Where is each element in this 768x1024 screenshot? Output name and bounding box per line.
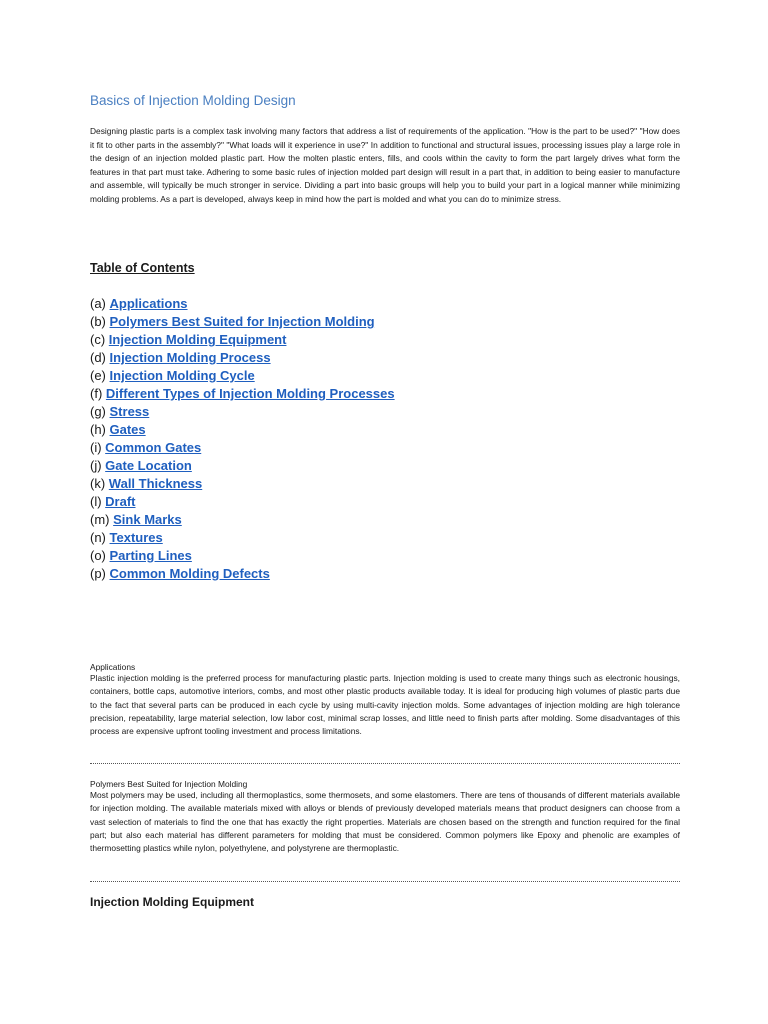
toc-letter: (e): [90, 368, 106, 383]
section-body: Most polymers may be used, including all thermoplastics, some thermosets, and some elastomers. There are tens of thousands of different materials available for injection molding. The available materials mixed with alloys or blends of previously developed materials means that product designers can choose from a vast selection of materials to find the one that has exactly the right properties. Materials are chosen based on the strength and function required for the final part; but also each material has different parameters for molding that must be considered. Common polymers like Epoxy and phenolic are examples of thermosetting plastics while nylon, polyethylene, and polystyrene are thermoplastic.: [90, 790, 680, 854]
toc-item: [90, 331, 395, 349]
toc-item: [90, 295, 395, 313]
toc-letter: (i): [90, 440, 102, 455]
toc-letter: (p): [90, 566, 106, 581]
toc-letter: (o): [90, 548, 106, 563]
section-label: Polymers Best Suited for Injection Molding: [90, 779, 248, 789]
toc-item: [90, 493, 395, 511]
toc-item: [90, 475, 395, 493]
toc-link-cycle[interactable]: Injection Molding Cycle: [109, 368, 255, 383]
toc-letter: (l): [90, 494, 102, 509]
toc-item: [90, 367, 395, 385]
toc-item: [90, 457, 395, 475]
toc-letter: (h): [90, 422, 106, 437]
toc-heading: Table of Contents: [90, 261, 195, 275]
toc-letter: (a): [90, 296, 106, 311]
toc-item: [90, 313, 395, 331]
toc-letter: (k): [90, 476, 106, 491]
toc-letter: (g): [90, 404, 106, 419]
toc-item: [90, 403, 395, 421]
toc-link-stress[interactable]: Stress: [109, 404, 150, 419]
toc-link-sink-marks[interactable]: Sink Marks: [113, 512, 182, 527]
toc-link-equipment[interactable]: Injection Molding Equipment: [108, 332, 287, 347]
toc-letter: (c): [90, 332, 106, 347]
toc-letter: (f): [90, 386, 103, 401]
toc-link-applications[interactable]: Applications: [109, 296, 188, 311]
section-body: Plastic injection molding is the preferred process for manufacturing plastic parts. Injection molding is used to create many things such as electronic housings, containers, bottle caps, automotive interiors, combs, and most other plastic products available today. It is ideal for producing high volumes of plastic parts due to the fact that several parts can be produced in each cycle by using multi-cavity injection molds. Some advantages of injection molding are high tolerance precision, repeatability, large material selection, low labor cost, minimal scrap losses, and little need to finish parts after molding. Some disadvantages of this process are expensive upfront tooling investment and process limitations.: [90, 673, 680, 737]
table-of-contents: [90, 295, 395, 583]
toc-link-gates[interactable]: Gates: [109, 422, 146, 437]
toc-item: [90, 547, 395, 565]
document-title: Basics of Injection Molding Design: [90, 93, 296, 108]
section-applications: [90, 662, 680, 738]
section-heading-equipment: Injection Molding Equipment: [90, 895, 254, 909]
section-polymers: [90, 779, 680, 855]
toc-item: [90, 421, 395, 439]
toc-link-molding-defects[interactable]: Common Molding Defects: [109, 566, 270, 581]
toc-letter: (m): [90, 512, 110, 527]
toc-letter: (n): [90, 530, 106, 545]
toc-item: [90, 565, 395, 583]
toc-link-polymers[interactable]: Polymers Best Suited for Injection Molding: [109, 314, 375, 329]
toc-letter: (j): [90, 458, 102, 473]
section-label: Applications: [90, 662, 136, 672]
toc-link-process[interactable]: Injection Molding Process: [109, 350, 271, 365]
dotted-divider: [90, 881, 680, 882]
toc-item: [90, 511, 395, 529]
toc-link-types[interactable]: Different Types of Injection Molding Processes: [105, 386, 395, 401]
toc-letter: (d): [90, 350, 106, 365]
toc-item: [90, 385, 395, 403]
toc-link-wall-thickness[interactable]: Wall Thickness: [108, 476, 203, 491]
toc-link-common-gates[interactable]: Common Gates: [105, 440, 202, 455]
dotted-divider: [90, 763, 680, 764]
toc-item: [90, 529, 395, 547]
toc-item: [90, 439, 395, 457]
toc-link-draft[interactable]: Draft: [105, 494, 136, 509]
toc-link-gate-location[interactable]: Gate Location: [105, 458, 192, 473]
toc-link-textures[interactable]: Textures: [109, 530, 163, 545]
intro-paragraph: Designing plastic parts is a complex task involving many factors that address a list of requirements of the application. "How is the part to be used?" "How does it fit to other parts in the assembly?" "What loads will it experience in use?" In addition to functional and structural issues, processing issues play a large role in the design of an injection molded plastic part. How the molten plastic enters, fills, and cools within the cavity to form the part largely drives what form the features in that part must take. Adhering to some basic rules of injection molded part design will result in a part that, in addition to being easier to manufacture and assemble, will typically be much stronger in service. Dividing a part into basic groups will help you to build your part in a logical manner while minimizing molding problems. As a part is developed, always keep in mind how the part is molded and what you can do to minimize stress.: [90, 126, 680, 204]
toc-link-parting-lines[interactable]: Parting Lines: [109, 548, 192, 563]
toc-item: [90, 349, 395, 367]
toc-letter: (b): [90, 314, 106, 329]
